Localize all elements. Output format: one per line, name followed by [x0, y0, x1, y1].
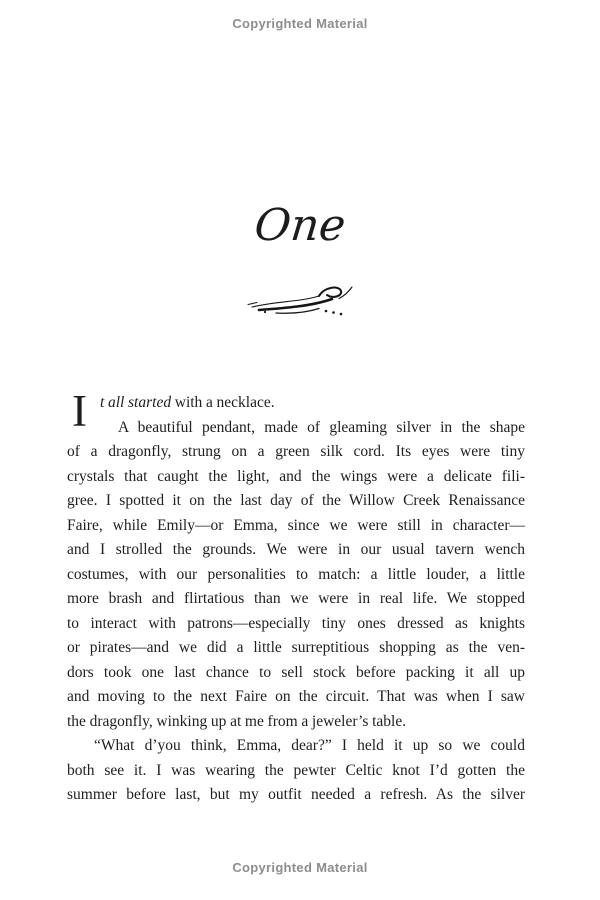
paragraph-3-line: summer before last, but my outfit needed a refresh. As the silver	[67, 786, 525, 803]
italic-lead-in: t all started	[100, 394, 172, 411]
drop-cap: I	[72, 386, 87, 436]
paragraph-2-line: to interact with patrons—especially tiny ones dressed as knights	[67, 614, 525, 632]
paragraph-2-line: and I strolled the grounds. We were in our usual tavern wench	[67, 541, 525, 558]
paragraph-3-line: “What d’you think, Emma, dear?” I held it up so we could	[94, 737, 525, 754]
flourish-swirl-icon	[244, 280, 356, 322]
paragraph-2-line: costumes, with our personalities to match: a little louder, a little	[67, 565, 525, 583]
copyright-notice-bottom: Copyrighted Material	[232, 860, 368, 875]
paragraph-2-line: gree. I spotted it on the last day of the Willow Creek Renaissance	[67, 492, 525, 509]
paragraph-2-line: more brash and flirtatious than we were in real life. We stopped	[67, 590, 525, 607]
paragraph-1-line	[67, 391, 525, 416]
paragraph-2-line: the dragonfly, winking up at me from a jeweler’s table.	[67, 712, 407, 730]
flourish-ornament	[0, 280, 600, 327]
paragraph-2-line: A beautiful pendant, made of gleaming silver in the shape	[118, 418, 525, 436]
paragraph-2-line: and moving to the next Faire on the circuit. That was when I saw	[67, 688, 525, 705]
paragraph-2-line: or pirates—and we did a little surreptitious shopping as the ven-	[67, 639, 525, 656]
chapter-title: One	[252, 200, 348, 251]
paragraph-2-line: of a dragonfly, strung on a green silk cord. Its eyes were tiny	[67, 443, 525, 460]
paragraph-2-line: Faire, while Emily—or Emma, since we were still in character—	[67, 516, 525, 534]
paragraph-2-line: dors took one last chance to sell stock before packing it all up	[67, 663, 525, 681]
copyright-notice-top: Copyrighted Material	[232, 16, 368, 31]
paragraph-1-rest: with a necklace.	[171, 394, 275, 411]
paragraph-2-line: crystals that caught the light, and the wings were a delicate fili-	[67, 467, 525, 485]
paragraph-3-line: both see it. I was wearing the pewter Celtic knot I’d gotten the	[67, 761, 525, 779]
body-text	[67, 386, 525, 808]
